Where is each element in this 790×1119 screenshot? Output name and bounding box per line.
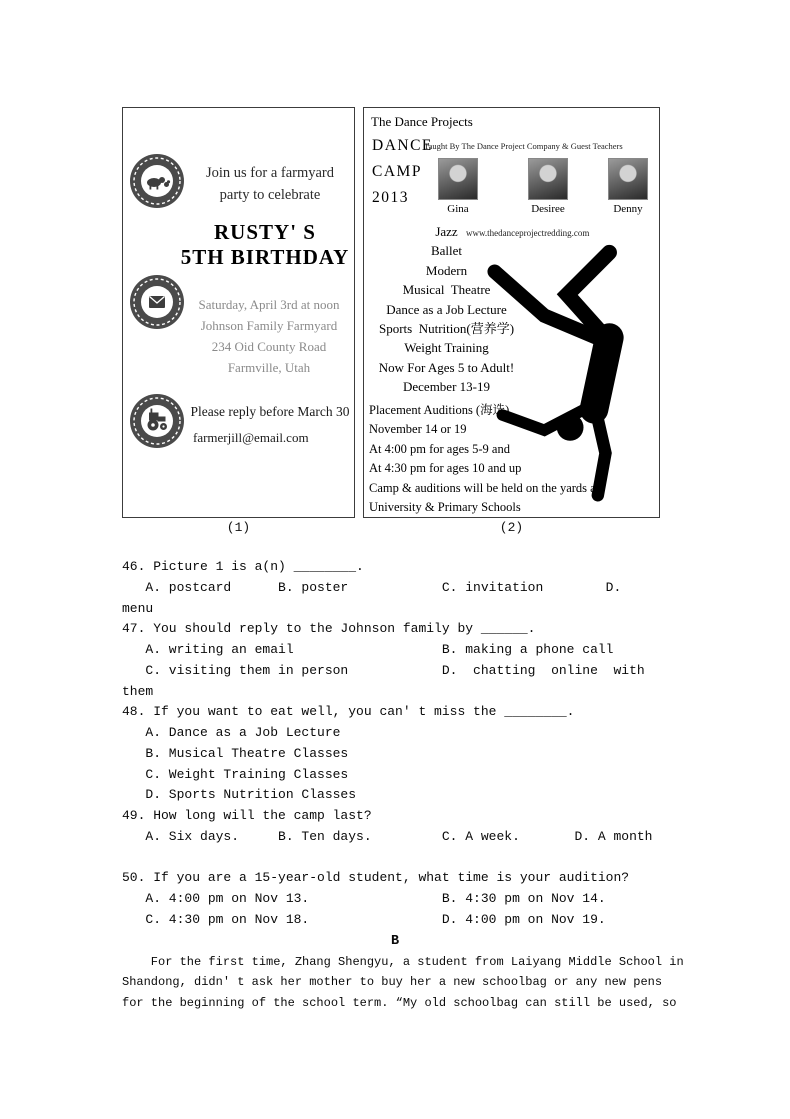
program-item: Now For Ages 5 to Adult!: [378, 359, 515, 375]
blank-line: [122, 848, 682, 869]
poster-tagline: Taught By The Dance Project Company & Guest Teachers: [424, 141, 623, 151]
teacher-name: Denny: [613, 203, 643, 215]
questions-section: [122, 557, 682, 1014]
audition-info-line: At 4:30 pm for ages 10 and up: [369, 461, 522, 476]
poster-title-line: 2013: [372, 189, 409, 206]
program-item: Jazz: [435, 224, 458, 239]
audition-info-line: November 14 or 19: [369, 422, 467, 437]
program-item: Weight Training: [404, 340, 489, 356]
question-47-stem: 47. You should reply to the Johnson family by ______.: [122, 621, 536, 637]
dance-camp-poster: [363, 107, 660, 518]
poster-title-line: CAMP: [372, 163, 422, 180]
picture1-caption: (1): [226, 520, 251, 535]
poster-website: www.thedanceprojectredding.com: [466, 228, 590, 238]
question-46-choice-wrap: menu: [122, 600, 154, 616]
invitation-detail-line: Saturday, April 3rd at noon: [198, 297, 340, 312]
passage-line: For the first time, Zhang Shengyu, a student from Laiyang Middle School in: [122, 954, 684, 969]
program-item: Modern: [425, 262, 468, 278]
audition-info-line: Camp & auditions will be held on the yards at: [369, 480, 600, 495]
audition-info-line: At 4:00 pm for ages 5-9 and: [369, 441, 510, 456]
passage-line: for the beginning of the school term. “My old schoolbag can still be used, so: [122, 996, 677, 1011]
question-46-choices: A. postcard B. poster C. invitation D.: [122, 579, 622, 595]
envelope-stamp-icon: [129, 274, 185, 330]
question-50-choices-cd: C. 4:30 pm on Nov 18. D. 4:00 pm on Nov 19.: [122, 911, 606, 927]
question-47-choices-ab: A. writing an email B. making a phone call: [122, 642, 614, 657]
question-48-choice-c: C. Weight Training Classes: [122, 766, 349, 782]
question-48-choice-d: D. Sports Nutrition Classes: [122, 787, 357, 803]
question-49-choices: A. Six days. B. Ten days. C. A week. D. A month: [122, 828, 653, 844]
invitation-detail-line: Johnson Family Farmyard: [200, 318, 338, 333]
invitation-intro-line: party to celebrate: [219, 187, 321, 203]
question-48-stem: 48. If you want to eat well, you can' t miss the ________.: [122, 704, 575, 720]
teacher-name: Desiree: [531, 203, 565, 215]
question-48-choice-a: A. Dance as a Job Lecture: [122, 725, 341, 740]
audition-info-line: Placement Auditions (海选): [369, 403, 510, 417]
invitation-detail-line: Farmville, Utah: [227, 360, 311, 375]
invitation-reply-note: Please reply before March 30: [190, 404, 350, 419]
question-47-choice-wrap: them: [122, 683, 154, 699]
program-item: Sports Nutrition(营养学): [378, 321, 515, 337]
invitation-title-line1: RUSTY' S: [214, 220, 316, 244]
teacher-photo-denny: [608, 158, 648, 200]
invitation-intro-line: Join us for a farmyard: [205, 165, 335, 181]
invitation-detail-line: 234 Oid County Road: [211, 339, 327, 354]
question-47-choices-cd: C. visiting them in person D. chatting online with: [122, 662, 645, 678]
invitation-card: [122, 107, 355, 518]
audition-info-line: University & Primary Schools: [369, 500, 521, 515]
program-item: Ballet: [430, 243, 463, 259]
program-item: Musical Theatre: [402, 282, 491, 298]
picture2-caption: (2): [499, 520, 524, 535]
passage-line: Shandong, didn' t ask her mother to buy her a new schoolbag or any new pens: [122, 975, 663, 990]
farm-animals-stamp-icon: [129, 153, 185, 209]
section-b-heading: B: [390, 933, 400, 949]
program-item: December 13-19: [403, 379, 490, 395]
invitation-email: farmerjill@email.com: [193, 430, 309, 445]
invitation-title-line2: 5TH BIRTHDAY: [180, 245, 350, 269]
question-49-stem: 49. How long will the camp last?: [122, 808, 372, 823]
question-46-stem: 46. Picture 1 is a(n) ________.: [122, 559, 364, 574]
question-50-choices-ab: A. 4:00 pm on Nov 13. B. 4:30 pm on Nov 14.: [122, 891, 606, 906]
poster-title-line: DANCE: [372, 137, 433, 154]
poster-brand: The Dance Projects: [371, 114, 473, 129]
question-48-choice-b: B. Musical Theatre Classes: [122, 745, 349, 761]
poster-audition-info: [369, 401, 649, 517]
invitation-intro: [189, 162, 351, 206]
tractor-stamp-icon: [129, 393, 185, 449]
teacher-photo-desiree: [528, 158, 568, 200]
question-50-stem: 50. If you are a 15-year-old student, what time is your audition?: [122, 870, 630, 886]
teacher-name: Gina: [447, 203, 469, 215]
program-item: Dance as a Job Lecture: [386, 301, 507, 317]
teacher-photo-gina: [438, 158, 478, 200]
poster-program-list: [364, 222, 529, 397]
invitation-details: [185, 294, 353, 378]
